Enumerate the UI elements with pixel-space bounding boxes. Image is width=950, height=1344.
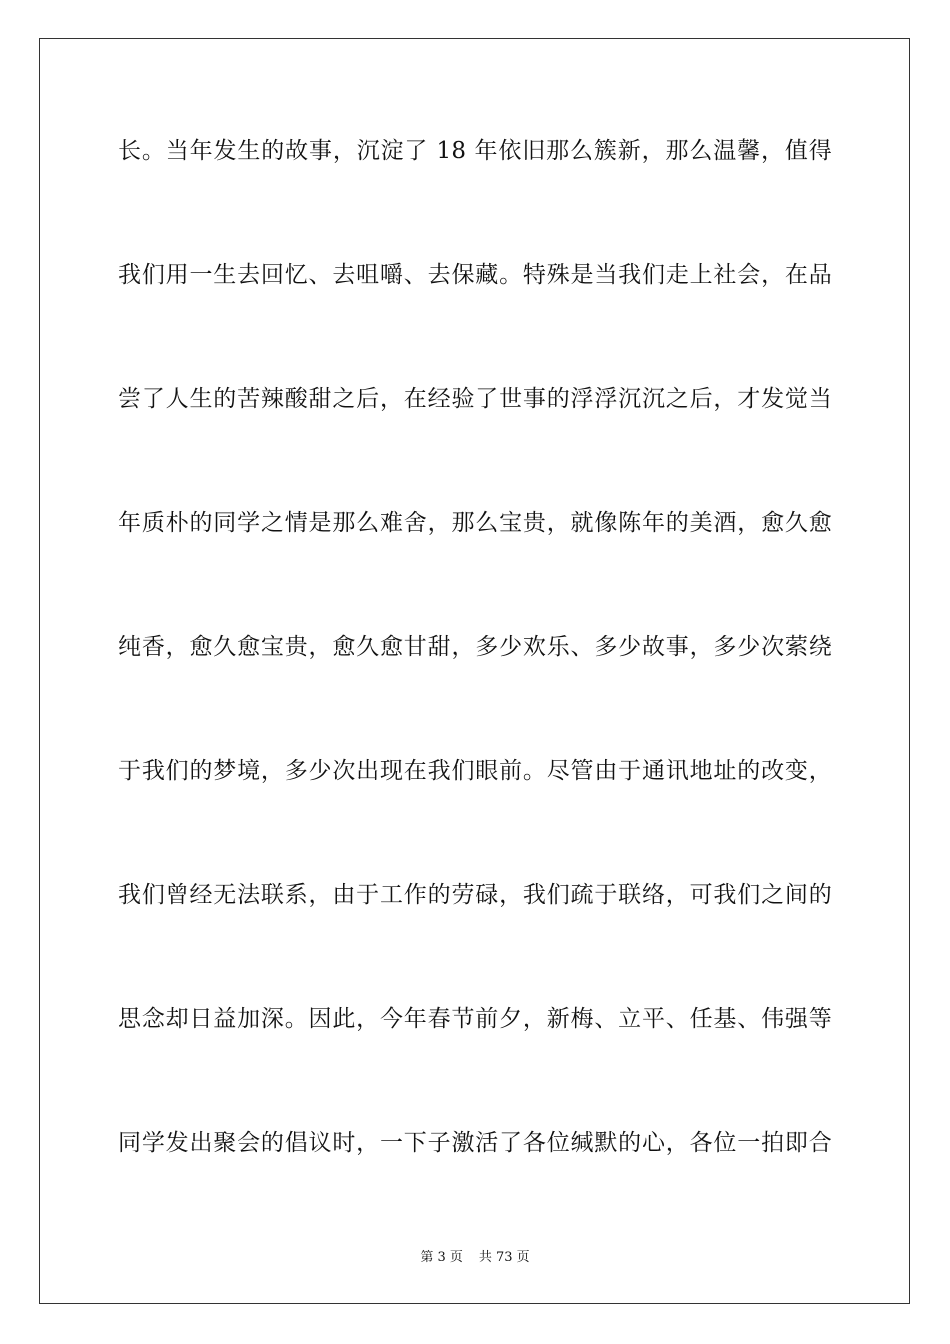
text-line: 我们用一生去回忆、去咀嚼、去保藏。特殊是当我们走上社会，在品 [118, 262, 832, 288]
page-number-current: 第 3 页 [420, 1250, 463, 1265]
text-line: 于我们的梦境，多少次出现在我们眼前。尽管由于通讯地址的改变， [118, 758, 832, 784]
text-line: 尝了人生的苦辣酸甜之后，在经验了世事的浮浮沉沉之后，才发觉当 [118, 386, 832, 412]
text-line: 纯香，愈久愈宝贵，愈久愈甘甜，多少欢乐、多少故事，多少次萦绕 [118, 634, 832, 660]
text-line: 我们曾经无法联系，由于工作的劳碌，我们疏于联络，可我们之间的 [118, 882, 832, 908]
page-number-total: 共 73 页 [478, 1250, 530, 1265]
text-line: 长。当年发生的故事，沉淀了 18 年依旧那么簇新，那么温馨，值得 [118, 138, 832, 164]
page-footer [0, 1246, 950, 1265]
text-line: 思念却日益加深。因此，今年春节前夕，新梅、立平、任基、伟强等 [118, 1006, 832, 1032]
text-line: 同学发出聚会的倡议时，一下子激活了各位缄默的心，各位一拍即合 [118, 1130, 832, 1156]
text-line: 年质朴的同学之情是那么难舍，那么宝贵，就像陈年的美酒，愈久愈 [118, 510, 832, 536]
document-body [118, 125, 832, 1241]
